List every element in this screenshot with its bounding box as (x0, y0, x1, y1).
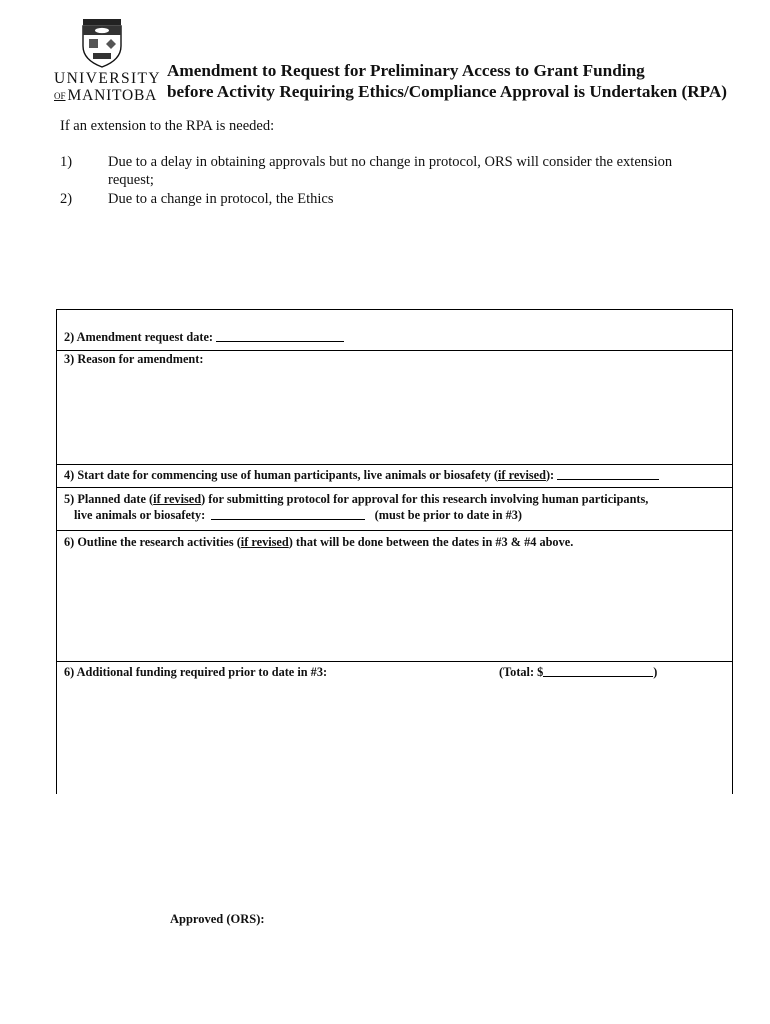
row-research-activities (57, 531, 732, 662)
total-label: (Total: $ (499, 665, 544, 679)
amendment-form (56, 309, 733, 794)
activities-label-pre: 6) Outline the research activities ( (64, 535, 241, 549)
title-line2: before Activity Requiring Ethics/Compliance Approval is Undertaken (RPA) (167, 82, 728, 101)
additional-funding-field[interactable] (57, 684, 732, 794)
start-date-field[interactable] (557, 468, 659, 480)
row-additional-funding (57, 662, 732, 794)
planned-date-note: (must be prior to date in #3) (374, 508, 523, 522)
activities-field[interactable] (57, 551, 732, 661)
row-amendment-date (57, 310, 732, 351)
university-logo (52, 18, 161, 106)
activities-label-post: ) that will be done between the dates in #3 & #4 above. (288, 535, 574, 549)
total-close: ) (653, 665, 658, 679)
list-item-text: Due to a change in protocol, the Ethics (108, 191, 334, 207)
activities-if-revised: if revised (240, 535, 289, 549)
intro-text: If an extension to the RPA is needed: (60, 118, 275, 134)
document-title (167, 60, 767, 102)
list-item (60, 153, 720, 189)
list-item-text: Due to a delay in obtaining approvals but no change in protocol, ORS will consider the extension request; (108, 154, 673, 188)
amendment-date-field[interactable] (216, 330, 344, 342)
university-name-line2 (54, 87, 157, 105)
row-reason (57, 350, 732, 465)
title-line1: Amendment to Request for Preliminary Access to Grant Funding (167, 61, 645, 80)
start-date-label-post: ): (545, 468, 555, 482)
row-planned-date (57, 488, 732, 531)
university-crest-icon (80, 18, 124, 68)
university-name-line1: UNIVERSITY (54, 70, 161, 87)
amendment-date-label: 2) Amendment request date: (64, 330, 214, 344)
total-amount-field[interactable] (543, 665, 653, 677)
planned-date-field[interactable] (211, 508, 365, 520)
planned-date-label-pre: 5) Planned date ( (64, 492, 154, 506)
planned-date-line2-label: live animals or biosafety: (74, 508, 206, 522)
additional-funding-label: 6) Additional funding required prior to date in #3: (64, 665, 328, 679)
list-item (60, 190, 720, 208)
university-manitoba: MANITOBA (67, 87, 158, 104)
list-item-number: 2) (60, 191, 73, 207)
planned-date-if-revised: if revised (153, 492, 202, 506)
reason-label: 3) Reason for amendment: (64, 352, 204, 366)
reason-field[interactable] (57, 368, 732, 464)
start-date-label-pre: 4) Start date for commencing use of human participants, live animals or biosafety ( (64, 468, 499, 482)
planned-date-label-post: ) for submitting protocol for approval for this research involving human participants, (201, 492, 649, 506)
start-date-if-revised: if revised (498, 468, 546, 482)
list-item-number: 1) (60, 154, 73, 170)
approved-ors-label: Approved (ORS): (170, 912, 265, 926)
row-start-date (57, 465, 732, 488)
university-of: OF (54, 91, 66, 101)
conditions-list (60, 153, 720, 208)
